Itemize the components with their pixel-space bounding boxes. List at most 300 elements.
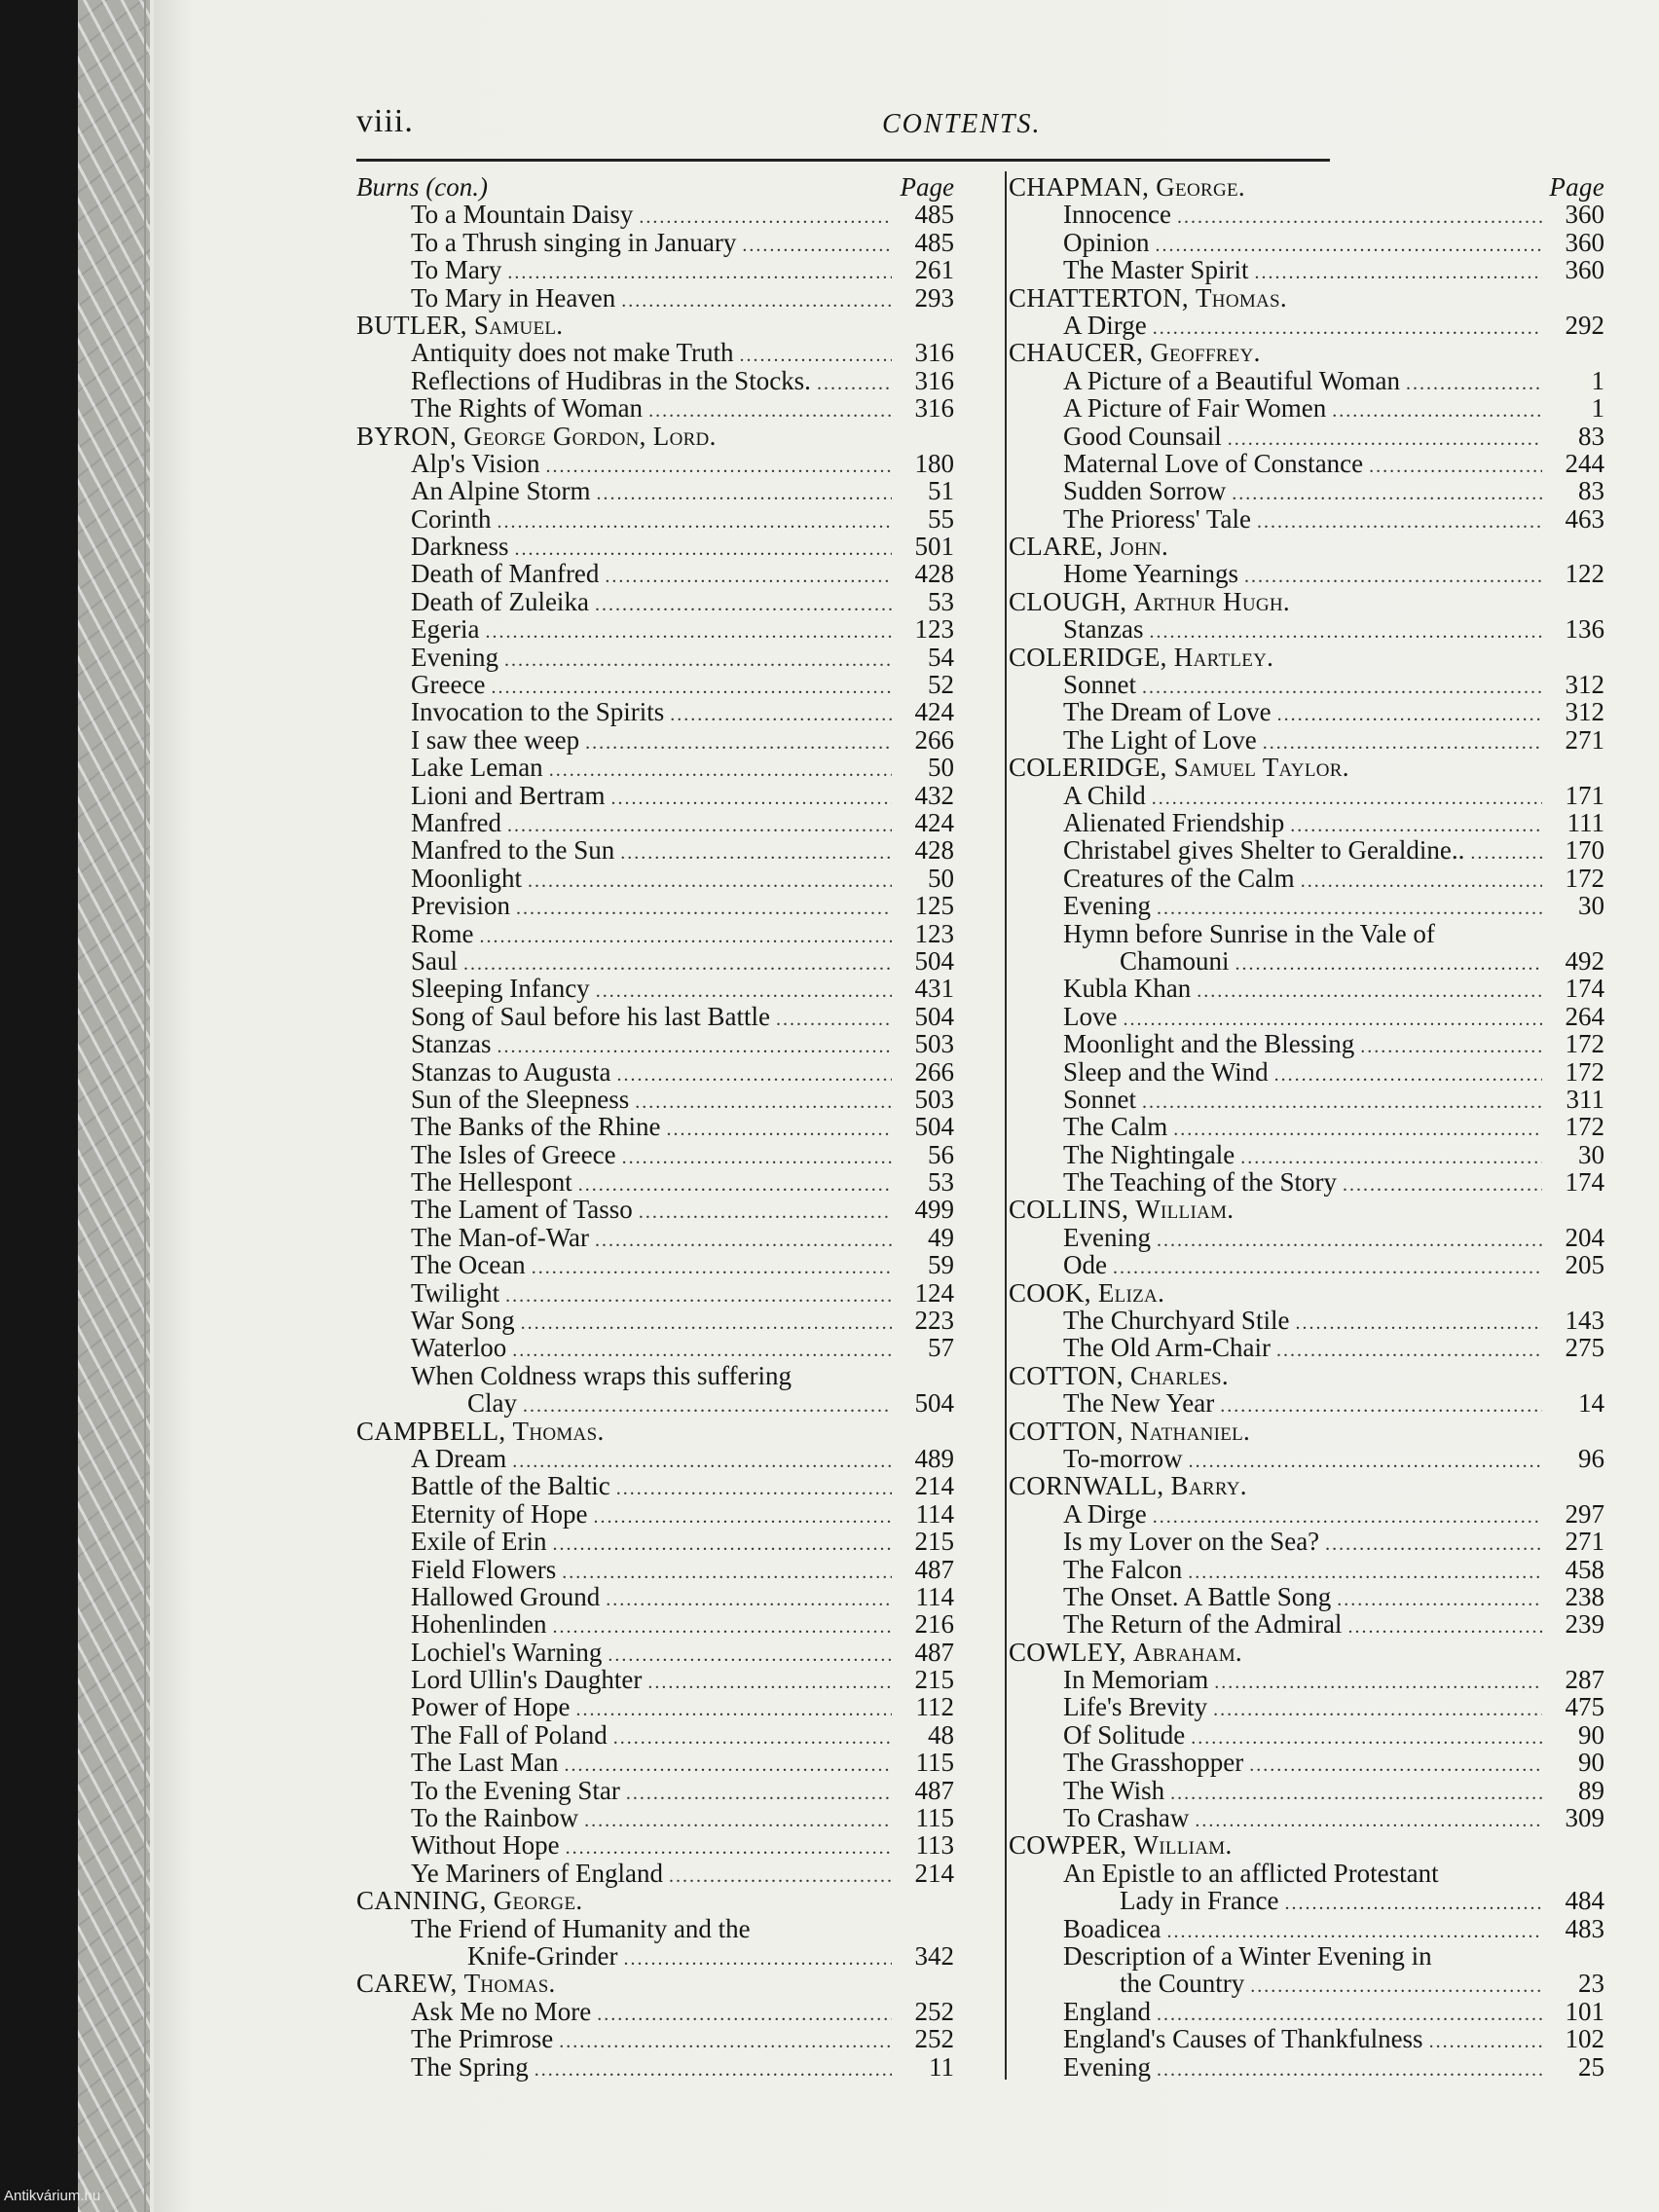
toc-entry	[356, 229, 954, 256]
dot-leader	[521, 1309, 892, 1337]
entry-title: Love	[1063, 1001, 1118, 1031]
author-given-name: John.	[1110, 532, 1169, 562]
author-surname: CLOUGH,	[1009, 586, 1127, 616]
toc-entry	[1009, 1058, 1604, 1086]
toc-entry	[356, 588, 954, 615]
entry-title: When Coldness wraps this suffering	[411, 1360, 792, 1390]
entry-page-number: 125	[914, 891, 954, 921]
dot-leader	[485, 618, 892, 645]
toc-entry	[1009, 505, 1604, 533]
entry-title: Sonnet	[1063, 1084, 1137, 1114]
entry-title: Ode	[1063, 1250, 1107, 1280]
author-given-name: Thomas.	[463, 1969, 556, 1999]
author-name	[1009, 1279, 1164, 1307]
author-given-name: Abraham.	[1132, 1637, 1242, 1667]
entry-page-number: 487	[914, 1775, 954, 1805]
entry-page-number: 424	[914, 697, 954, 727]
toc-entry	[1009, 947, 1604, 975]
entry-page-number: 180	[914, 448, 954, 478]
entry-title: Death of Zuleika	[411, 586, 589, 616]
entry-title: Reflections of Hudibras in the Stocks.	[411, 365, 811, 395]
toc-entry	[1009, 1693, 1604, 1720]
entry-title: Innocence	[1063, 200, 1171, 230]
entry-page-number: 143	[1565, 1306, 1604, 1336]
page-column-label: Page	[900, 172, 954, 202]
author-given-name: William.	[1135, 1195, 1235, 1225]
author-heading	[356, 423, 954, 450]
entry-title: The New Year	[1063, 1388, 1215, 1419]
dot-leader	[605, 563, 892, 590]
toc-entry	[1009, 560, 1604, 587]
entry-page-number: 216	[914, 1609, 954, 1640]
entry-page-number: 487	[914, 1554, 954, 1584]
toc-entry	[356, 975, 954, 1002]
dot-leader	[622, 1144, 892, 1171]
entry-page-number: 504	[914, 1112, 954, 1142]
dot-leader	[532, 1254, 892, 1281]
entry-title: Lochiel's Warning	[411, 1637, 603, 1667]
entry-title: The Lament of Tasso	[411, 1195, 633, 1225]
dot-leader	[608, 1641, 892, 1669]
dot-leader	[666, 1116, 892, 1143]
toc-entry	[356, 2053, 954, 2081]
entry-title: Christabel gives Shelter to Geraldine..	[1063, 835, 1465, 866]
toc-entry	[356, 671, 954, 698]
entry-page-number: 113	[915, 1830, 954, 1861]
entry-title: Hohenlinden	[411, 1609, 547, 1640]
toc-entry	[1009, 1610, 1604, 1638]
entry-page-number: 52	[928, 670, 954, 700]
entry-title: The Onset. A Battle Song	[1063, 1581, 1332, 1611]
toc-entry	[356, 256, 954, 283]
entry-page-number: 316	[914, 393, 954, 424]
entry-title: Evening	[411, 642, 498, 672]
dot-leader	[559, 2028, 892, 2055]
dot-leader	[1191, 1724, 1542, 1751]
entry-title: England	[1063, 1996, 1151, 2026]
entry-title: Alp's Vision	[411, 448, 540, 478]
toc-entry	[1009, 1307, 1604, 1334]
entry-title: Twilight	[411, 1277, 500, 1308]
entry-title: The Fall of Poland	[411, 1719, 608, 1750]
toc-entry	[1009, 809, 1604, 836]
author-given-name: Arthur Hugh.	[1133, 586, 1290, 616]
entry-title: Alienated Friendship	[1063, 807, 1285, 837]
toc-entry	[1009, 671, 1604, 698]
toc-entry	[356, 1196, 954, 1223]
entry-title: Lord Ullin's Daughter	[411, 1665, 643, 1695]
author-surname: CHATTERTON,	[1009, 282, 1189, 313]
entry-page-number: 83	[1578, 421, 1604, 451]
entry-title: Antiquity does not make Truth	[411, 338, 734, 368]
entry-title: Corinth	[411, 503, 492, 534]
entry-page-number: 174	[1565, 974, 1604, 1004]
toc-entry	[356, 560, 954, 587]
author-heading	[1009, 284, 1604, 312]
entry-page-number: 83	[1578, 476, 1604, 506]
entry-page-number: 55	[928, 503, 954, 534]
entry-title: An Epistle to an afflicted Protestant	[1063, 1858, 1439, 1888]
dot-leader	[616, 1475, 892, 1502]
running-title: CONTENTS.	[882, 109, 1042, 139]
entry-title: England's Causes of Thankfulness	[1063, 2024, 1423, 2054]
author-name	[356, 1887, 582, 1914]
entry-title: The Falcon	[1063, 1554, 1183, 1584]
author-given-name: William.	[1133, 1830, 1233, 1861]
entry-title: Moonlight	[411, 863, 523, 893]
author-heading	[356, 1418, 954, 1445]
dot-leader	[1360, 1033, 1542, 1060]
toc-entry	[356, 782, 954, 809]
dot-leader	[616, 1061, 892, 1088]
dot-leader	[647, 1669, 892, 1696]
entry-title: Hallowed Ground	[411, 1581, 601, 1611]
entry-title: Darkness	[411, 532, 509, 562]
entry-title: Of Solitude	[1063, 1719, 1186, 1750]
entry-page-number: 266	[914, 1056, 954, 1087]
toc-entry	[356, 1279, 954, 1307]
entry-title: Lady in France	[1120, 1886, 1279, 1916]
entry-page-number: 123	[914, 918, 954, 948]
toc-entry	[356, 201, 954, 228]
toc-entry	[356, 477, 954, 504]
toc-entry	[356, 505, 954, 533]
author-surname: CAMPBELL,	[356, 1416, 506, 1446]
dot-leader	[575, 1696, 892, 1723]
entry-title: An Alpine Storm	[411, 476, 591, 506]
author-surname: COLLINS,	[1009, 1195, 1129, 1225]
entry-page-number: 484	[1565, 1886, 1604, 1916]
dot-leader	[1277, 701, 1542, 728]
entry-page-number: 172	[1565, 1112, 1604, 1142]
entry-page-number: 123	[914, 614, 954, 645]
dot-leader	[1406, 370, 1542, 397]
toc-entry	[356, 367, 954, 394]
entry-title: Is my Lover on the Sea?	[1063, 1527, 1320, 1557]
author-surname: COTTON,	[1009, 1416, 1124, 1446]
author-surname: COTTON,	[1009, 1360, 1124, 1390]
author-heading	[1009, 644, 1604, 671]
toc-entry	[356, 615, 954, 643]
entry-page-number: 297	[1565, 1498, 1604, 1529]
entry-page-number: 112	[915, 1692, 954, 1722]
entry-title: The Last Man	[411, 1748, 559, 1778]
entry-title: A Child	[1063, 780, 1146, 810]
dot-leader	[1332, 397, 1542, 424]
toc-entry	[356, 284, 954, 312]
dot-leader	[504, 646, 892, 674]
entry-title: To-morrow	[1063, 1443, 1183, 1473]
entry-page-number: 309	[1565, 1803, 1604, 1833]
entry-page-number: 485	[914, 200, 954, 230]
toc-entry	[1009, 726, 1604, 754]
entry-page-number: 114	[915, 1581, 954, 1611]
toc-entry	[356, 1307, 954, 1334]
entry-page-number: 114	[915, 1498, 954, 1529]
toc-entry	[356, 450, 954, 477]
entry-title: Knife-Grinder	[467, 1941, 618, 1971]
toc-entry	[356, 1445, 954, 1472]
author-name	[1009, 1831, 1233, 1859]
entry-page-number: 205	[1565, 1250, 1604, 1280]
entry-page-number: 293	[914, 282, 954, 313]
toc-entry-first-line	[356, 1915, 954, 1942]
entry-title: To the Rainbow	[411, 1803, 579, 1833]
dot-leader	[595, 1227, 892, 1254]
toc-entry	[1009, 892, 1604, 919]
toc-entry	[1009, 1583, 1604, 1610]
entry-title: The Prioress' Tale	[1063, 503, 1251, 534]
dot-leader	[1284, 1890, 1542, 1917]
column-divider	[1005, 171, 1007, 2080]
entry-title: The Man-of-War	[411, 1222, 589, 1252]
toc-entry	[356, 1528, 954, 1555]
entry-title: the Country	[1120, 1969, 1245, 1999]
entry-title: Stanzas to Augusta	[411, 1056, 611, 1087]
entry-title: Description of a Winter Evening in	[1063, 1941, 1432, 1971]
entry-page-number: 1	[1591, 393, 1604, 424]
toc-entry	[356, 836, 954, 864]
dot-leader	[1429, 2028, 1542, 2055]
entry-page-number: 244	[1565, 448, 1604, 478]
entry-title: A Dream	[411, 1443, 507, 1473]
author-surname: CHAPMAN,	[1009, 172, 1150, 202]
author-given-name: Nathaniel.	[1129, 1416, 1251, 1446]
toc-entry	[1009, 865, 1604, 892]
author-given-name: Charles.	[1129, 1360, 1229, 1390]
toc-entry	[1009, 1777, 1604, 1804]
author-name	[356, 312, 563, 339]
dot-leader	[1170, 1780, 1542, 1807]
entry-page-number: 53	[928, 586, 954, 616]
entry-title: Sleeping Infancy	[411, 974, 590, 1004]
entry-page-number: 428	[914, 559, 954, 589]
entry-page-number: 23	[1578, 1969, 1604, 1999]
entry-title: The Ocean	[411, 1250, 526, 1280]
contents-right-column	[1009, 173, 1604, 2081]
entry-page-number: 214	[914, 1471, 954, 1501]
entry-page-number: 115	[915, 1803, 954, 1833]
watermark: Antikvárium.hu	[4, 2188, 101, 2204]
toc-entry	[1009, 1224, 1604, 1251]
entry-title: Manfred to the Sun	[411, 835, 615, 866]
dot-leader	[552, 1530, 892, 1558]
dot-leader	[1250, 1972, 1542, 2000]
entry-title: The Primrose	[411, 2024, 554, 2054]
entry-page-number: 432	[914, 780, 954, 810]
toc-entry	[1009, 229, 1604, 256]
entry-title: To a Thrush singing in January	[411, 227, 737, 257]
entry-page-number: 487	[914, 1637, 954, 1667]
author-heading	[356, 1887, 954, 1914]
dot-leader	[546, 453, 892, 480]
dot-leader	[639, 1198, 892, 1226]
toc-entry	[356, 1693, 954, 1720]
author-name	[1009, 754, 1349, 781]
entry-title: A Dirge	[1063, 1498, 1147, 1529]
entry-title: To Crashaw	[1063, 1803, 1190, 1833]
toc-entry	[1009, 1528, 1604, 1555]
entry-title: Battle of the Baltic	[411, 1471, 610, 1501]
toc-entry	[1009, 423, 1604, 450]
toc-entry	[356, 920, 954, 947]
entry-title: Stanzas	[1063, 614, 1144, 645]
toc-entry	[356, 1610, 954, 1638]
dot-leader	[1347, 1613, 1542, 1641]
entry-title: In Memoriam	[1063, 1665, 1209, 1695]
book-dark-edge	[0, 0, 78, 2212]
author-name	[1009, 1418, 1250, 1445]
header-rule	[356, 159, 1330, 162]
toc-entry-first-line	[1009, 1942, 1604, 1970]
entry-page-number: 51	[928, 476, 954, 506]
author-heading	[356, 312, 954, 339]
toc-entry	[356, 1583, 954, 1610]
entry-page-number: 215	[914, 1527, 954, 1557]
author-heading	[1009, 339, 1604, 366]
entry-page-number: 89	[1578, 1775, 1604, 1805]
dot-leader	[498, 508, 892, 535]
toc-entry	[356, 698, 954, 725]
entry-title: Home Yearnings	[1063, 559, 1238, 589]
author-given-name: Samuel.	[473, 310, 564, 340]
dot-leader	[1249, 1751, 1542, 1779]
entry-title: The Rights of Woman	[411, 393, 644, 424]
toc-entry	[356, 1721, 954, 1749]
entry-page-number: 252	[914, 2024, 954, 2054]
dot-leader	[669, 1862, 892, 1890]
entry-page-number: 463	[1565, 503, 1604, 534]
entry-title: Waterloo	[411, 1333, 507, 1363]
toc-entry	[1009, 1003, 1604, 1030]
entry-page-number: 271	[1565, 1527, 1604, 1557]
dot-leader	[552, 1613, 892, 1641]
toc-entry	[356, 809, 954, 836]
entry-title: Exile of Erin	[411, 1527, 547, 1557]
entry-title: Boadicea	[1063, 1913, 1161, 1943]
entry-title: Good Counsail	[1063, 421, 1222, 451]
toc-entry	[356, 1556, 954, 1583]
entry-title: Power of Hope	[411, 1692, 571, 1722]
toc-entry	[1009, 1887, 1604, 1914]
toc-entry	[1009, 1389, 1604, 1417]
entry-page-number: 475	[1565, 1692, 1604, 1722]
entry-title: Sun of the Sleepness	[411, 1084, 630, 1114]
entry-page-number: 1	[1591, 365, 1604, 395]
entry-title: Prevision	[411, 891, 511, 921]
entry-title: The Grasshopper	[1063, 1748, 1244, 1778]
toc-entry	[1009, 698, 1604, 725]
dot-leader	[1157, 1227, 1542, 1254]
marbled-endpaper	[78, 0, 150, 2212]
entry-page-number: 14	[1578, 1388, 1604, 1419]
toc-entry-first-line	[1009, 1860, 1604, 1887]
entry-title: Egeria	[411, 614, 480, 645]
toc-entry	[1009, 1141, 1604, 1168]
entry-title: Death of Manfred	[411, 559, 600, 589]
dot-leader	[1235, 950, 1543, 977]
binding-line	[144, 0, 146, 2212]
entry-page-number: 360	[1565, 255, 1604, 285]
entry-page-number: 311	[1566, 1084, 1604, 1114]
toc-entry	[356, 1251, 954, 1278]
author-name	[1009, 1196, 1234, 1223]
dot-leader	[535, 2056, 892, 2083]
entry-page-number: 90	[1578, 1719, 1604, 1750]
dot-leader	[585, 729, 892, 756]
entry-title: Greece	[411, 670, 486, 700]
entry-page-number: 174	[1565, 1167, 1604, 1198]
toc-entry	[356, 1058, 954, 1086]
toc-entry	[356, 1666, 954, 1693]
toc-entry	[1009, 975, 1604, 1002]
author-name	[1009, 339, 1261, 366]
entry-page-number: 287	[1565, 1665, 1604, 1695]
dot-leader	[1274, 1061, 1542, 1088]
entry-title: Ask Me no More	[411, 1996, 592, 2026]
toc-entry	[356, 1749, 954, 1776]
dot-leader	[606, 1586, 892, 1613]
toc-entry	[356, 1500, 954, 1528]
toc-entry	[356, 1472, 954, 1499]
entry-page-number: 102	[1565, 2024, 1604, 2054]
toc-entry	[356, 1086, 954, 1113]
toc-entry	[1009, 1749, 1604, 1776]
entry-page-number: 492	[1565, 945, 1604, 976]
author-name	[1009, 1639, 1242, 1666]
toc-entry	[1009, 2025, 1604, 2052]
toc-entry	[1009, 1804, 1604, 1831]
author-given-name: George.	[493, 1886, 583, 1916]
entry-title: Clay	[467, 1388, 517, 1419]
entry-title: War Song	[411, 1306, 515, 1336]
dot-leader	[595, 591, 892, 618]
entry-page-number: 111	[1567, 807, 1604, 837]
entry-page-number: 261	[914, 255, 954, 285]
author-heading	[1009, 1418, 1604, 1445]
entry-title: The Spring	[411, 2051, 529, 2082]
dot-leader	[593, 1503, 892, 1530]
entry-title: Rome	[411, 918, 474, 948]
entry-title: Sudden Sorrow	[1063, 476, 1227, 506]
entry-page-number: 136	[1565, 614, 1604, 645]
author-given-name: George.	[1156, 172, 1245, 202]
toc-entry	[356, 1942, 954, 1970]
author-surname: COOK,	[1009, 1277, 1091, 1308]
toc-entry	[356, 1141, 954, 1168]
author-name	[1009, 644, 1273, 671]
toc-entry	[356, 533, 954, 560]
entry-page-number: 57	[928, 1333, 954, 1363]
toc-entry	[356, 1860, 954, 1887]
entry-title: Field Flowers	[411, 1554, 557, 1584]
entry-title: Maternal Love of Constance	[1063, 448, 1364, 478]
entry-page-number: 170	[1565, 835, 1604, 866]
entry-page-number: 171	[1565, 780, 1604, 810]
section-continuation-heading	[356, 173, 954, 201]
continuation-label: Burns (con.)	[356, 172, 488, 202]
entry-page-number: 50	[928, 863, 954, 893]
toc-entry	[356, 1113, 954, 1140]
author-heading	[1009, 1472, 1604, 1499]
author-name	[356, 1418, 605, 1445]
entry-page-number: 115	[915, 1748, 954, 1778]
entry-page-number: 124	[914, 1277, 954, 1308]
toc-entry	[356, 1030, 954, 1057]
entry-page-number: 252	[914, 1996, 954, 2026]
author-heading	[1009, 588, 1604, 615]
entry-page-number: 96	[1578, 1443, 1604, 1473]
